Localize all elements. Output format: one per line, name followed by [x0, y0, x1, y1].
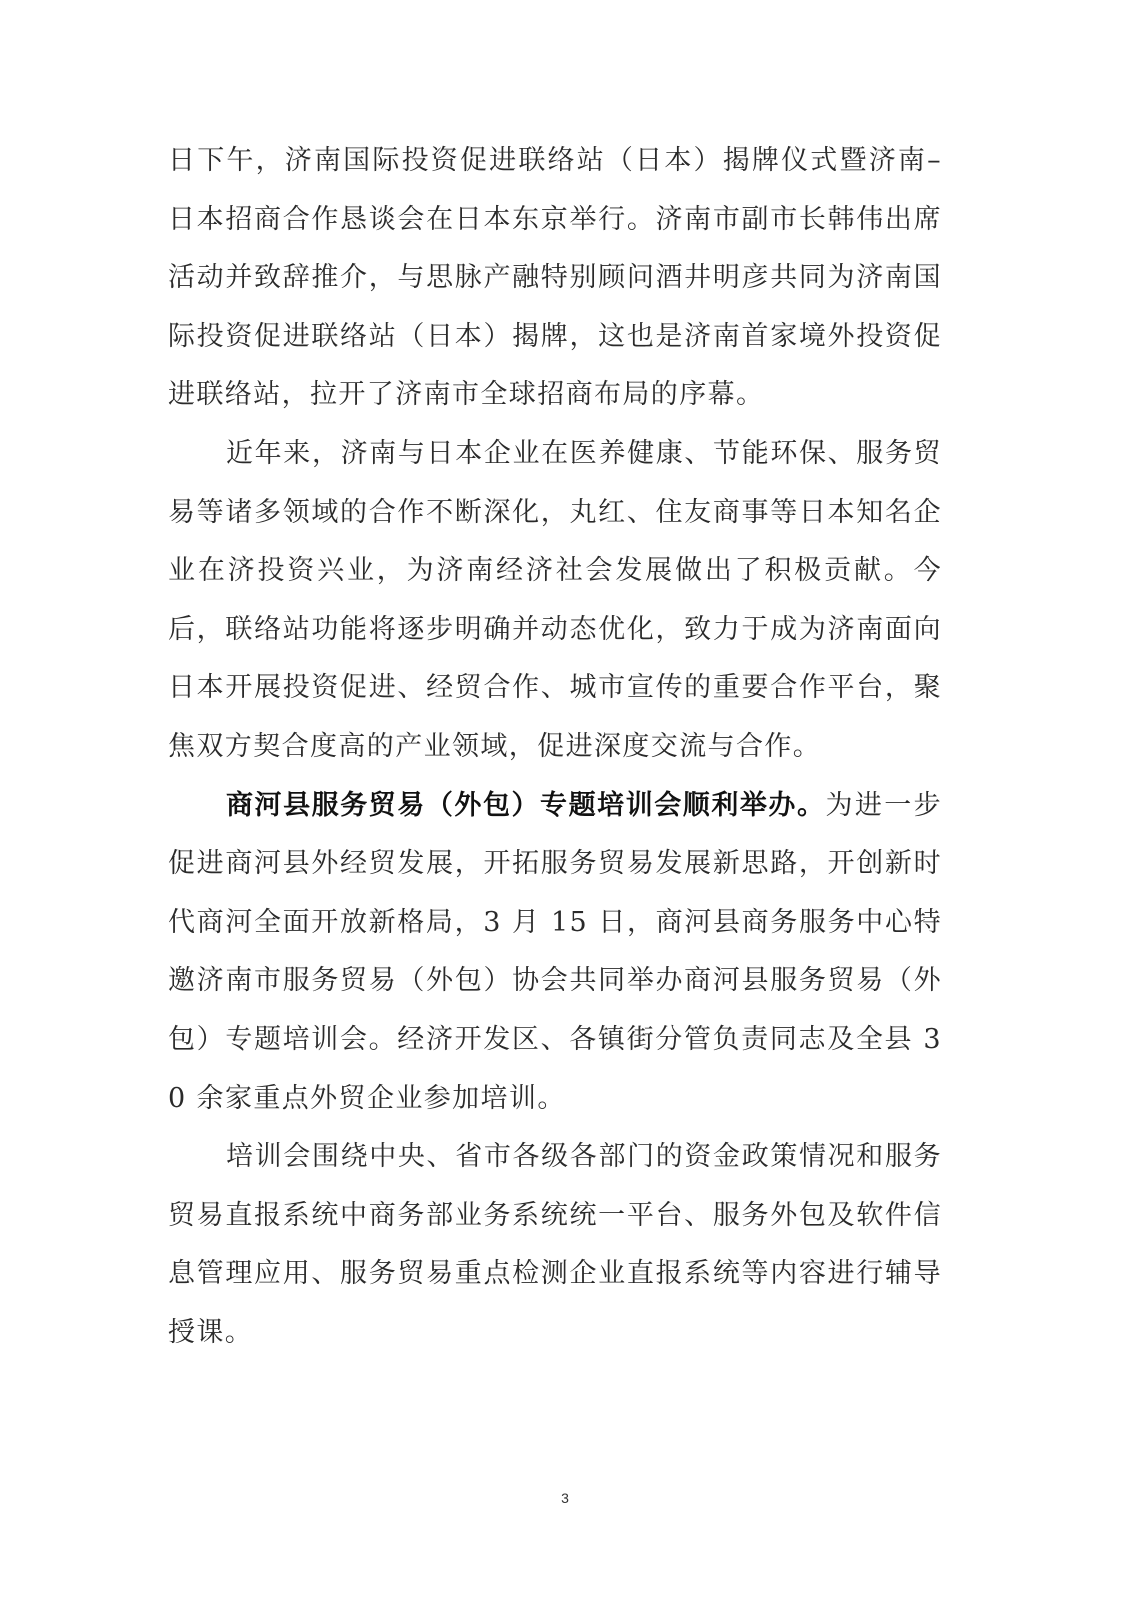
paragraph-1	[168, 132, 942, 425]
paragraph-3	[168, 777, 942, 1129]
paragraph-4	[168, 1128, 942, 1362]
paragraph-4-text: 培训会围绕中央、省市各级各部门的资金政策情况和服务贸易直报系统中商务部业务系统统一平台、服务外包及软件信息管理应用、服务贸易重点检测企业直报系统等内容进行辅导授课。	[168, 1141, 942, 1348]
paragraph-2	[168, 425, 942, 777]
paragraph-1-text: 日下午，济南国际投资促进联络站（日本）揭牌仪式暨济南–日本招商合作恳谈会在日本东京举行。济南市副市长韩伟出席活动并致辞推介，与思脉产融特别顾问酒井明彦共同为济南国际投资促进联络站（日本）揭牌，这也是济南首家境外投资促进联络站，拉开了济南市全球招商布局的序幕。	[168, 145, 942, 411]
paragraph-3-headline: 商河县服务贸易（外包）专题培训会顺利举办。	[226, 789, 826, 821]
paragraph-2-text: 近年来，济南与日本企业在医养健康、节能环保、服务贸易等诸多领域的合作不断深化，丸红、住友商事等日本知名企业在济投资兴业，为济南经济社会发展做出了积极贡献。今后，联络站功能将逐步明确并动态优化，致力于成为济南面向日本开展投资促进、经贸合作、城市宣传的重要合作平台，聚焦双方契合度高的产业领域，促进深度交流与合作。	[168, 437, 942, 762]
paragraph-3-text: 为进一步促进商河县外经贸发展，开拓服务贸易发展新思路，开创新时代商河全面开放新格局，3 月 15 日，商河县商务服务中心特邀济南市服务贸易（外包）协会共同举办商河县服务贸易（外包）专题培训会。经济开发区、各镇街分管负责同志及全县 30 余家重点外贸企业参加培训。	[168, 789, 942, 1114]
body-text	[168, 132, 942, 1362]
page-number: 3	[561, 1490, 569, 1506]
